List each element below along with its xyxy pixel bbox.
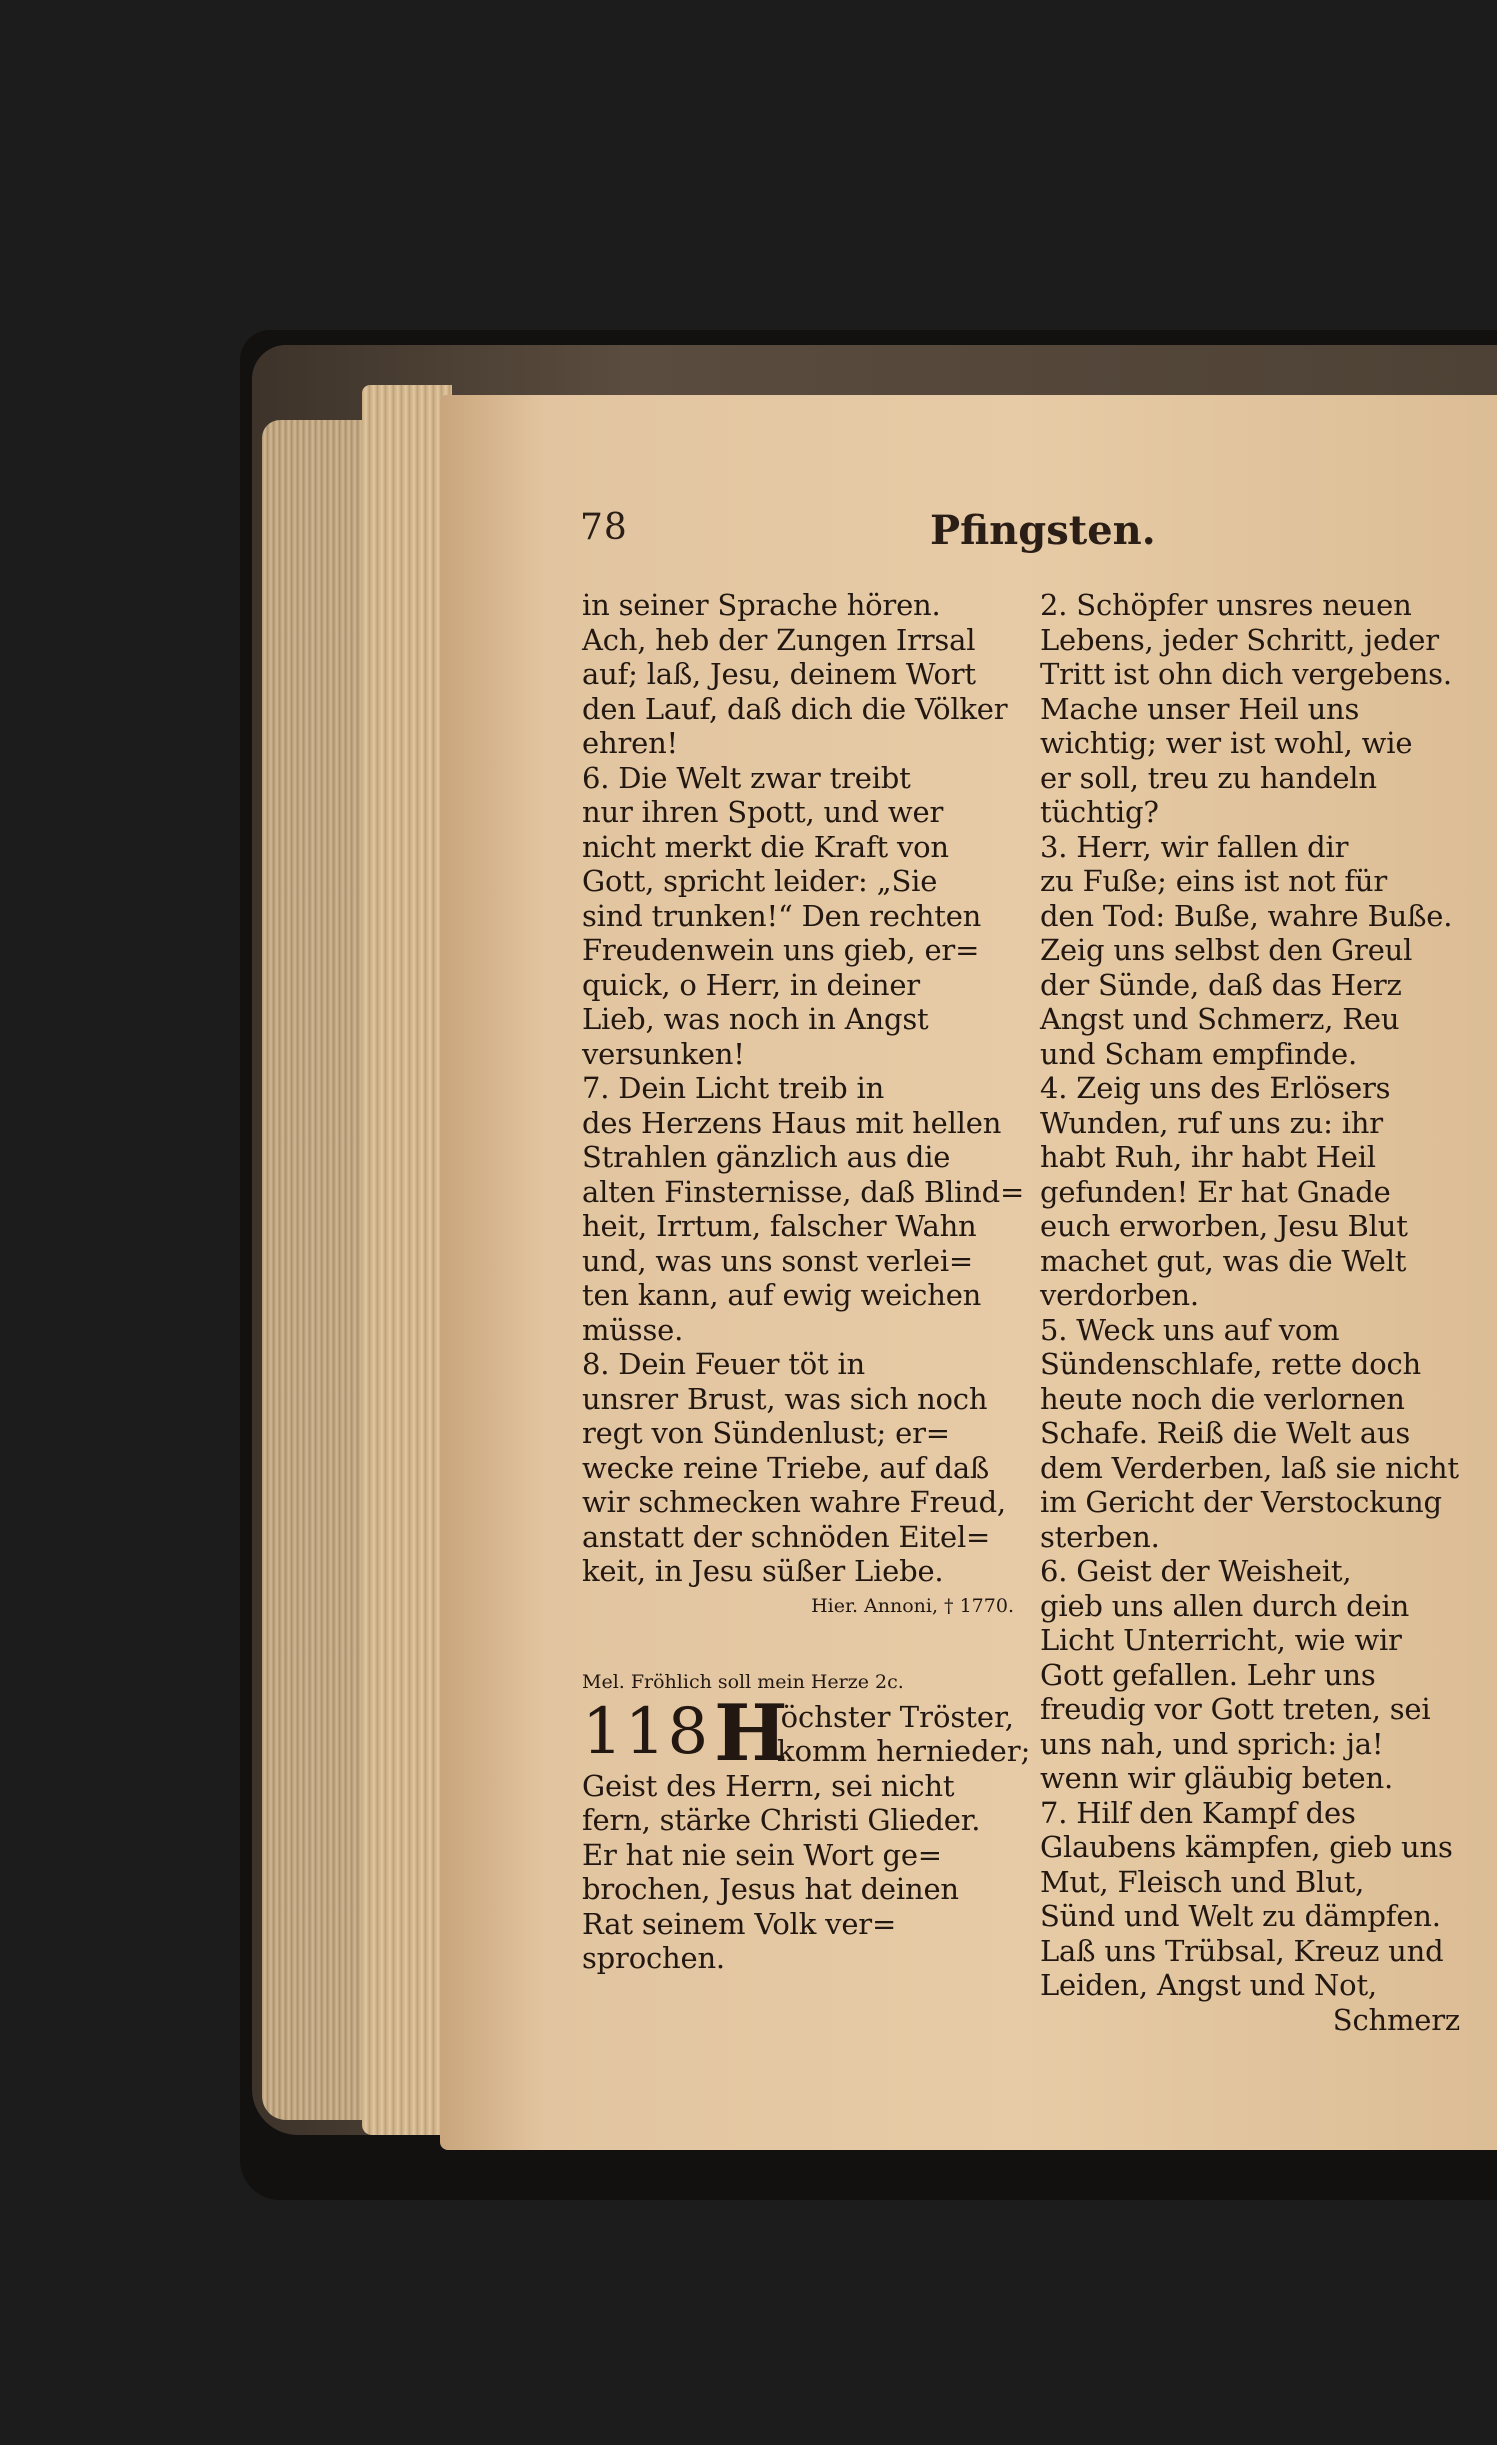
text-line: fern, stärke Christi Glieder. (582, 1803, 981, 1837)
text-line: uns nah, und sprich: ja! (1040, 1726, 1384, 1761)
text-line: ten kann, auf ewig weichen (582, 1278, 982, 1312)
text-line: gefunden! Er hat Gnade (1040, 1174, 1391, 1209)
text-line: verdorben. (1040, 1278, 1199, 1312)
text-line: 8. Dein Feuer töt in (582, 1347, 866, 1381)
text-line: Glaubens kämpfen, gieb uns (1040, 1830, 1453, 1864)
text-line: den Lauf, daß dich die Völker (582, 691, 1008, 726)
text-line: Er hat nie sein Wort ge= (582, 1837, 942, 1872)
text-line: Lebens, jeder Schritt, jeder (1040, 622, 1439, 657)
text-line: euch erworben, Jesu Blut (1040, 1209, 1408, 1243)
text-line: nur ihren Spott, und wer (582, 795, 944, 829)
text-line: wichtig; wer ist wohl, wie (1040, 726, 1413, 760)
text-line: er soll, treu zu handeln (1040, 760, 1377, 795)
page-stack-edge (262, 420, 372, 2120)
text-line: unsrer Brust, was sich noch (582, 1381, 988, 1416)
text-line: versunken! (582, 1036, 745, 1071)
text-line: Tritt ist ohn dich vergebens. (1040, 657, 1452, 691)
running-head: Pfingsten. (930, 507, 1156, 554)
text-line: Wunden, ruf uns zu: ihr (1040, 1105, 1383, 1140)
text-line: sterben. (1040, 1519, 1160, 1554)
hymn-first-line: öchster Tröster, (780, 1699, 1014, 1734)
text-line: zu Fuße; eins ist not für (1040, 864, 1388, 898)
text-line: alten Finsternisse, daß Blind= (582, 1174, 1025, 1209)
text-line: brochen, Jesus hat deinen (582, 1872, 959, 1906)
text-line: Rat seinem Volk ver= (582, 1906, 897, 1941)
left-column (582, 588, 1031, 1976)
text-line: Mut, Fleisch und Blut, (1040, 1864, 1365, 1899)
text-line: Strahlen gänzlich aus die (582, 1140, 951, 1174)
text-line: 4. Zeig uns des Erlösers (1040, 1071, 1391, 1105)
text-line: 6. Geist der Weisheit, (1040, 1554, 1352, 1588)
text-line: Leiden, Angst und Not, (1040, 1968, 1377, 2002)
text-line: Angst und Schmerz, Reu (1040, 1002, 1400, 1036)
text-line: Mache unser Heil uns (1040, 691, 1360, 726)
text-line: den Tod: Buße, wahre Buße. (1040, 898, 1453, 933)
text-line: sprochen. (582, 1941, 725, 1975)
hymn-text-block (582, 1769, 1014, 1976)
text-line: Freudenwein uns gieb, er= (582, 933, 980, 967)
text-line: habt Ruh, ihr habt Heil (1040, 1140, 1376, 1174)
text-line: heit, Irrtum, falscher Wahn (582, 1209, 977, 1243)
hymn-number: 118 (582, 1694, 711, 1769)
text-line: der Sünde, daß das Herz (1040, 967, 1402, 1002)
text-line: wecke reine Triebe, auf daß (582, 1450, 990, 1485)
text-line: im Gericht der Verstockung (1040, 1485, 1442, 1519)
text-line: machet gut, was die Welt (1040, 1243, 1407, 1278)
text-line: quick, o Herr, in deiner (582, 967, 920, 1002)
text-line: Ach, heb der Zungen Irrsal (582, 622, 976, 657)
page-number: 78 (580, 507, 628, 548)
text-line: nicht merkt die Kraft von (582, 829, 949, 864)
text-line: Licht Unterricht, wie wir (1040, 1623, 1402, 1657)
text-line: 3. Herr, wir fallen dir (1040, 829, 1349, 864)
text-line: und, was uns sonst verlei= (582, 1243, 974, 1278)
text-line: auf; laß, Jesu, deinem Wort (582, 657, 976, 691)
text-line: wir schmecken wahre Freud, (582, 1485, 1006, 1519)
text-line: 7. Hilf den Kampf des (1040, 1795, 1356, 1830)
text-line: anstatt der schnöden Eitel= (582, 1519, 991, 1554)
text-line: Sündenschlafe, rette doch (1040, 1347, 1421, 1381)
text-line: müsse. (582, 1312, 684, 1347)
text-line: sind trunken!“ Den rechten (582, 898, 982, 933)
text-line: Schafe. Reiß die Welt aus (1040, 1416, 1411, 1450)
catchword: Schmerz (1332, 2002, 1460, 2037)
right-column (1040, 588, 1460, 2037)
text-line: Laß uns Trübsal, Kreuz und (1040, 1933, 1444, 1968)
text-line: des Herzens Haus mit hellen (582, 1105, 1002, 1140)
hymn-attribution: Hier. Annoni, † 1770. (811, 1594, 1014, 1617)
text-line: 5. Weck uns auf vom (1040, 1312, 1340, 1347)
text-line: Geist des Herrn, sei nicht (582, 1768, 955, 1803)
page-fore-edge (362, 385, 452, 2135)
hymn-drop-initial: H (714, 1687, 788, 1779)
text-line: freudig vor Gott treten, sei (1040, 1692, 1431, 1726)
text-line: dem Verderben, laß sie nicht (1040, 1450, 1459, 1485)
text-line: Sünd und Welt zu dämpfen. (1040, 1899, 1441, 1933)
text-line: 6. Die Welt zwar treibt (582, 760, 911, 795)
text-line: Gott, spricht leider: „Sie (582, 864, 938, 898)
text-line: heute noch die verlornen (1040, 1381, 1405, 1416)
text-line: regt von Sündenlust; er= (582, 1416, 950, 1450)
text-line: Zeig uns selbst den Greul (1040, 933, 1413, 967)
text-line: Gott gefallen. Lehr uns (1040, 1657, 1376, 1692)
hymn-heading (582, 1687, 1031, 1779)
text-line: ehren! (582, 726, 678, 760)
melody-indication: Mel. Fröhlich soll mein Herze 2c. (582, 1671, 904, 1693)
right-text-block (1040, 588, 1460, 2003)
spacer (582, 1623, 1014, 1665)
text-line: gieb uns allen durch dein (1040, 1588, 1410, 1623)
text-line: Lieb, was noch in Angst (582, 1002, 929, 1036)
left-text-block (582, 588, 1025, 1589)
text-line: und Scham empfinde. (1040, 1036, 1357, 1071)
text-line: 2. Schöpfer unsres neuen (1040, 588, 1412, 622)
hymn-second-line: komm hernieder; (777, 1734, 1031, 1768)
text-line: tüchtig? (1040, 795, 1159, 829)
text-line: wenn wir gläubig beten. (1040, 1761, 1394, 1795)
text-line: keit, in Jesu süßer Liebe. (582, 1554, 944, 1588)
text-line: in seiner Sprache hören. (582, 588, 941, 622)
book-page (440, 395, 1497, 2150)
text-line: 7. Dein Licht treib in (582, 1071, 885, 1105)
